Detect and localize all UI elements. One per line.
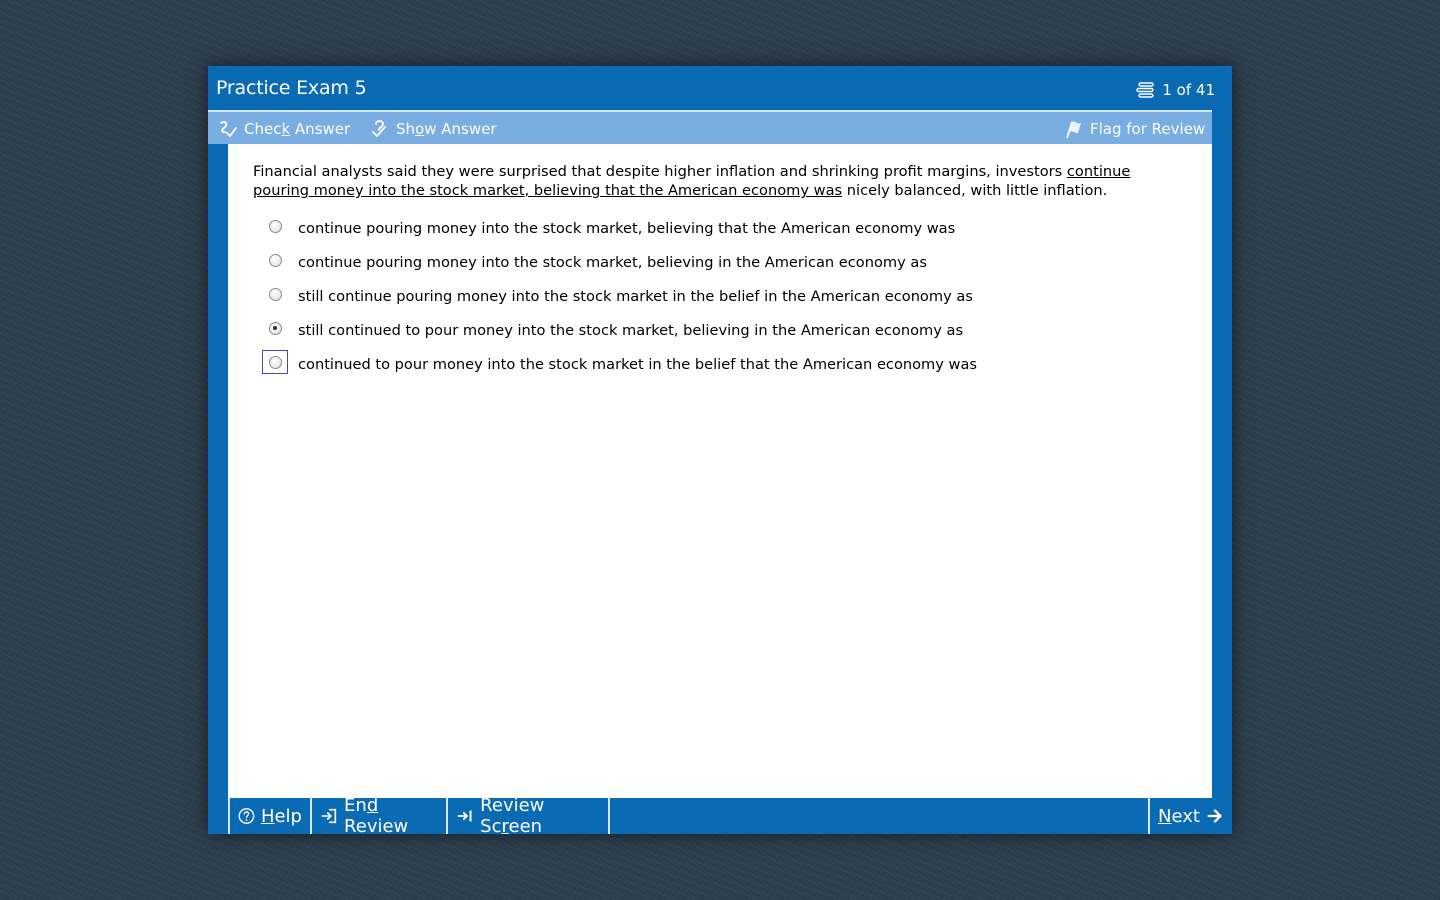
exam-window [208, 66, 1232, 837]
flag-icon [1064, 119, 1084, 139]
question-stem: Financial analysts said they were surprised that despite higher inflation and shrinking profit margins, investors continue pouring money into the stock market, believing that the American economy was nicely balanced, with little inflation. [253, 163, 1131, 199]
help-button[interactable]: Help [228, 798, 310, 834]
next-button[interactable]: Next [1148, 798, 1232, 834]
question-counter-text: 1 of 41 [1162, 81, 1215, 99]
bottom-separator [608, 798, 610, 834]
flag-for-review-button[interactable] [1064, 119, 1205, 139]
option-label: continue pouring money into the stock market, believing that the American economy was [298, 220, 956, 237]
review-screen-icon [456, 806, 474, 826]
radio-button-selected[interactable] [269, 322, 282, 335]
answer-option-b[interactable] [262, 254, 977, 288]
answer-option-c[interactable] [262, 288, 977, 322]
bottom-bar [228, 795, 1232, 837]
review-screen-button[interactable]: Review Screen [446, 798, 608, 834]
radio-button[interactable] [269, 254, 282, 267]
option-label: continued to pour money into the stock market in the belief that the American economy was [298, 356, 978, 373]
arrow-right-icon [1206, 806, 1224, 826]
flag-for-review-label: Flag for Review [1090, 120, 1206, 138]
end-review-icon [320, 806, 338, 826]
radio-button[interactable] [269, 220, 282, 233]
check-answer-button[interactable]: Check Answer [218, 119, 350, 139]
exam-title: Practice Exam 5 [216, 77, 367, 99]
option-label: still continued to pour money into the stock market, believing in the American economy as [298, 322, 964, 339]
check-answer-icon [218, 119, 238, 139]
focus-ring [262, 350, 288, 374]
end-review-button[interactable]: End Review [310, 798, 446, 834]
radio-button[interactable] [269, 288, 282, 301]
title-bar [208, 66, 1232, 110]
question-panel [228, 144, 1212, 798]
underlined-portion: continue pouring money into the stock market, believing that the American economy was [253, 163, 1131, 199]
answer-options [262, 220, 977, 390]
radio-button[interactable] [269, 356, 282, 369]
answer-option-a[interactable] [262, 220, 977, 254]
question-counter [1136, 81, 1215, 99]
show-answer-icon [370, 119, 390, 139]
option-label: continue pouring money into the stock market, believing in the American economy as [298, 254, 927, 271]
answer-option-e[interactable] [262, 356, 977, 390]
question-list-icon [1136, 82, 1156, 98]
option-label: still continue pouring money into the stock market in the belief in the American economy as [298, 288, 973, 305]
toolbar [208, 110, 1212, 144]
answer-option-d[interactable] [262, 322, 977, 356]
show-answer-button[interactable]: Show Answer [370, 119, 497, 139]
help-icon [238, 806, 255, 826]
